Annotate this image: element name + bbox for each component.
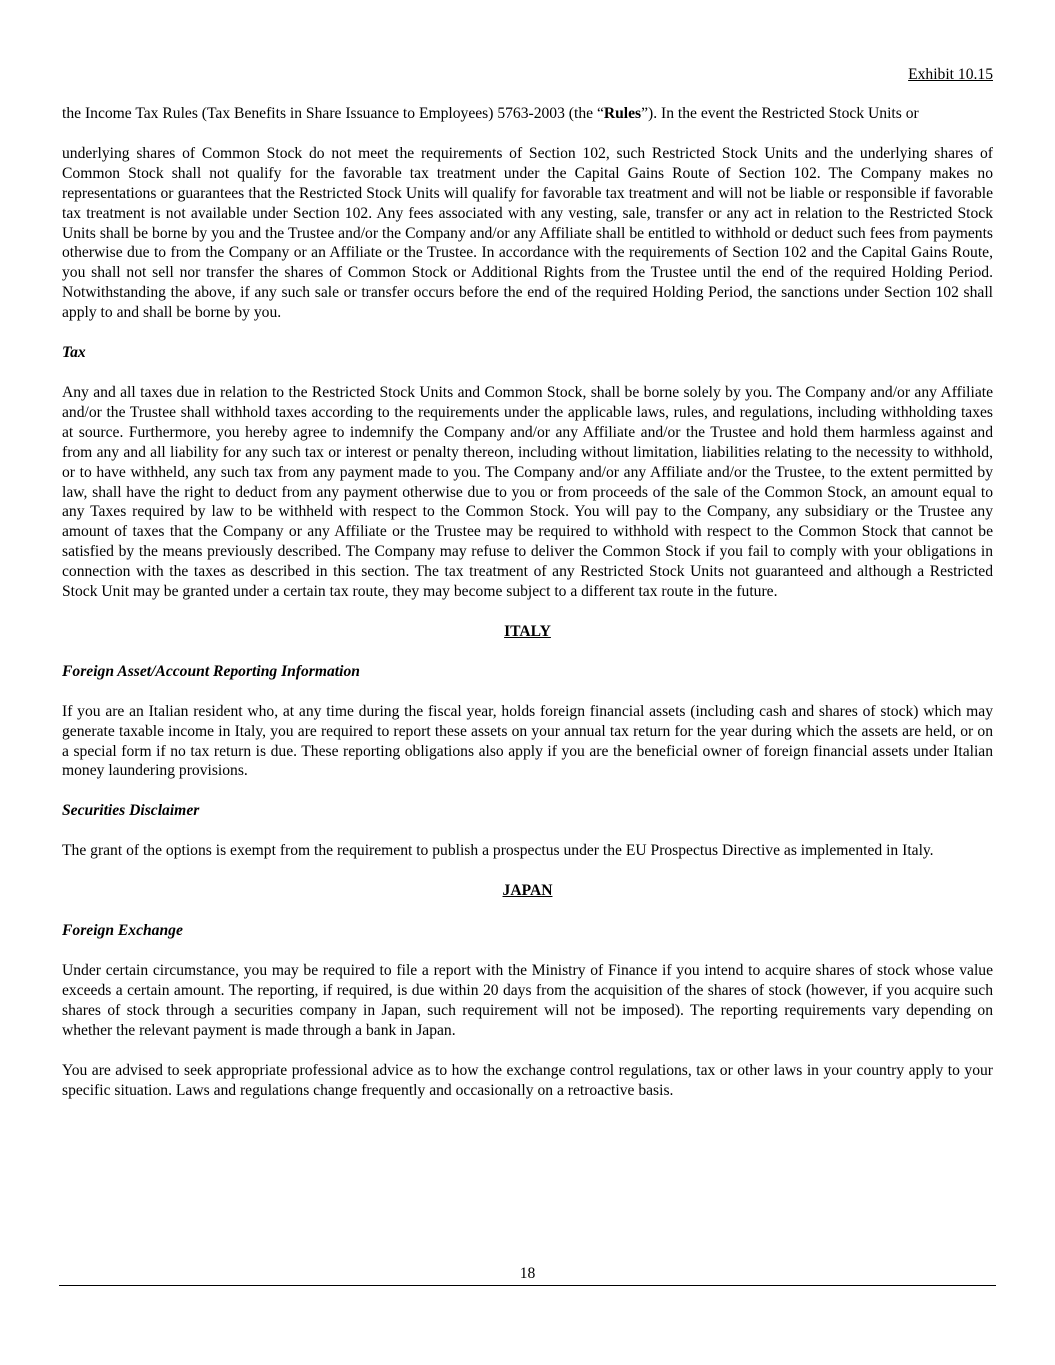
paragraph-rules-end: ”). In the event the Restricted Stock Units or [641,105,919,122]
paragraph-section-102: underlying shares of Common Stock do not meet the requirements of Section 102, such Restricted Stock Units and the underlying shares of Common Stock shall not qualify for the favorable tax treatment under the Capital Gains Route of Section 102. The Company makes no representations or guarantees that the Restricted Stock Units will qualify for favorable tax treatment and will not be liable or responsible if favorable tax treatment is not available under Section 102. Any fees associated with any vesting, sale, transfer or any act in relation to the Restricted Stock Units shall be borne by you and the Trustee and/or the Company and/or any Affiliate shall be entitled to withhold or deduct such fees from payments otherwise due to from the Company or an Affiliate or the Trustee. In accordance with the requirements of Section 102 and the Capital Gains Route, you shall not sell nor transfer the shares of Common Stock or Additional Rights from the Trustee until the end of the required Holding Period. Notwithstanding the above, if any such sale or transfer occurs before the end of the required Holding Period, the sanctions under Section 102 shall apply to and shall be borne by you. [62,144,993,322]
paragraph-foreign-exchange: Under certain circumstance, you may be required to file a report with the Ministry of Finance if you intend to acquire shares of stock whose value exceeds a certain amount. The reporting, if required, is due within 20 days from the acquisition of the shares of stock (however, if you acquire such shares of stock through a securities company in Japan, such requirement will not be imposed). The reporting requirements vary depending on whether the relevant payment is made through a bank in Japan. [62,962,993,1039]
paragraph-rules-start: the Income Tax Rules (Tax Benefits in Share Issuance to Employees) 5763-2003 (the “ [62,105,604,122]
paragraph-tax: Any and all taxes due in relation to the Restricted Stock Units and Common Stock, shall be borne solely by you. The Company and/or any Affiliate and/or the Trustee shall withhold taxes according to the requirements under the applicable laws, rules, and regulations, including withholding taxes at source. Furthermore, you hereby agree to indemnify the Company and/or any Affiliate and/or the Trustee and hold them harmless against and from any and all liability for any such tax or interest or penalty thereon, including without limitation, liabilities relating to the necessity to withhold, or to have withheld, any such tax from any payment made to you. The Company and/or any Affiliate and/or the Trustee, to the extent permitted by law, shall have the right to deduct from any payment otherwise due to you or from proceeds of the sale of the Common Stock, an amount equal to any Taxes required by law to be withheld with respect to the Common Stock. You will pay to the Company, any subsidiary or the Trustee any amount of taxes that the Company or any Affiliate or the Trustee may be required to withhold with respect to the Common Stock that cannot be satisfied by the means previously described. The Company may refuse to deliver the Common Stock if you fail to comply with your obligations in connection with the taxes as described in this section. The tax treatment of any Restricted Stock Units not guaranteed and although a Restricted Stock Unit may be granted under a certain tax route, they may become subject to a different tax route in the future. [62,383,993,601]
document-body [62,104,993,1120]
heading-japan: JAPAN [502,882,553,900]
rules-term: Rules [603,105,642,122]
footer-divider [59,1285,996,1286]
paragraph-rules [62,104,993,124]
heading-foreign-exchange: Foreign Exchange [62,922,183,940]
paragraph-securities-disclaimer: The grant of the options is exempt from the requirement to publish a prospectus under the EU Prospectus Directive as implemented in Italy. [62,842,934,860]
heading-securities-disclaimer: Securities Disclaimer [62,802,200,820]
paragraph-professional-advice: You are advised to seek appropriate professional advice as to how the exchange control regulations, tax or other laws in your country apply to your specific situation. Laws and regulations change frequently and occasionally on a retroactive basis. [62,1061,993,1099]
heading-tax: Tax [62,344,86,362]
exhibit-label: Exhibit 10.15 [908,66,993,83]
heading-italy: ITALY [504,622,551,640]
paragraph-foreign-asset-reporting: If you are an Italian resident who, at any time during the fiscal year, holds foreign financial assets (including cash and shares of stock) which may generate taxable income in Italy, you are required to report these assets on your annual tax return for the year during which the assets are held, or on a special form if no tax return is due. These reporting obligations also apply if you are the beneficial owner of foreign financial assets under Italian money laundering provisions. [62,702,993,780]
page-number: 18 [519,1265,536,1282]
heading-foreign-asset-reporting: Foreign Asset/Account Reporting Information [62,662,360,680]
